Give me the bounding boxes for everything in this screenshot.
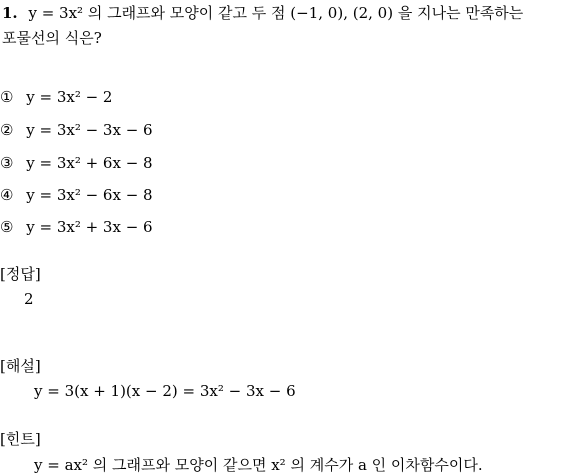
question-text-2: 포물선의 식은? [2,29,102,47]
choice-expression: y = 3x² − 2 [26,88,113,106]
choice-expression: y = 3x² + 3x − 6 [26,218,153,236]
choice-1[interactable] [0,88,112,106]
hint-text: y = ax² 의 그래프와 모양이 같으면 x² 의 계수가 a 인 이차함수이다. [34,456,483,474]
explanation-label: [해설] [0,357,41,375]
question-line-2 [2,27,102,48]
question-line-1 [2,2,523,23]
choice-expression: y = 3x² − 6x − 8 [26,186,153,204]
choice-5[interactable] [0,218,153,236]
choice-3[interactable] [0,154,153,172]
choice-marker: ⑤ [0,218,14,236]
choice-expression: y = 3x² + 6x − 8 [26,154,153,172]
hint-label: [힌트] [0,430,41,448]
choice-marker: ③ [0,154,14,172]
choice-marker: ④ [0,186,14,204]
choice-marker: ② [0,121,14,139]
answer-label: [정답] [0,265,41,283]
choice-4[interactable] [0,186,153,204]
question-number: 1. [2,4,18,22]
choice-marker: ① [0,88,14,106]
question-text-1: y = 3x² 의 그래프와 모양이 같고 두 점 (−1, 0), (2, 0) 을 지나는 만족하는 [28,4,524,22]
answer-value: 2 [24,290,34,308]
choice-expression: y = 3x² − 3x − 6 [26,121,153,139]
explanation-text: y = 3(x + 1)(x − 2) = 3x² − 3x − 6 [34,382,296,400]
choice-2[interactable] [0,121,153,139]
